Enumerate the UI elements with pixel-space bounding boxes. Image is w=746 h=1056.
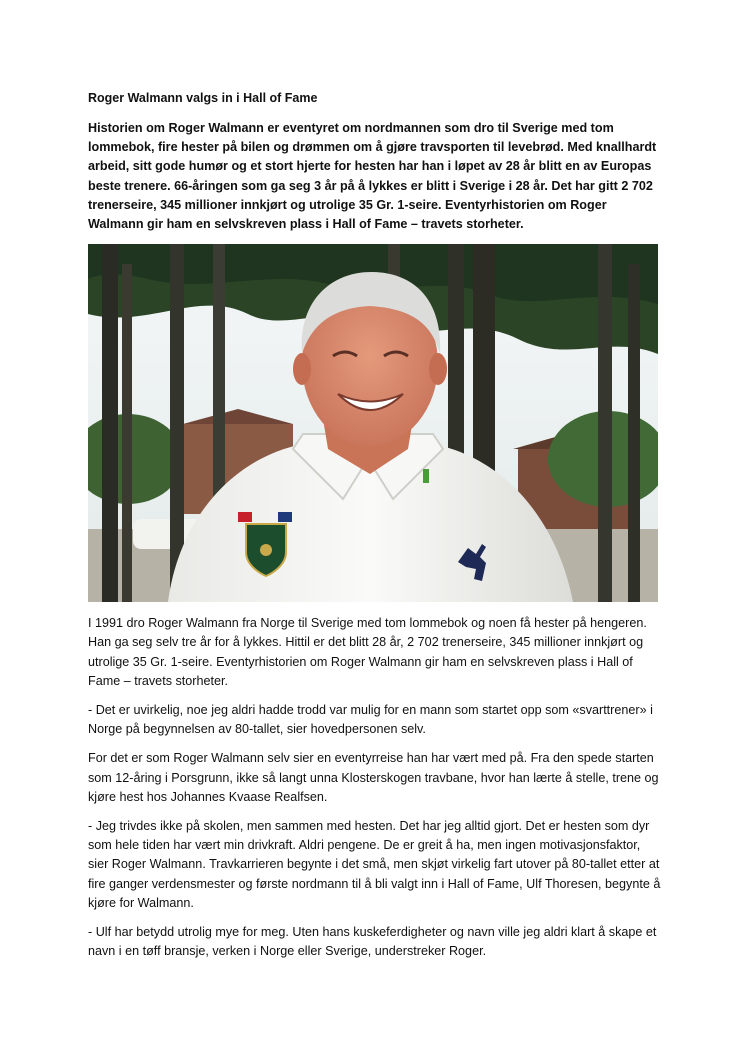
article-headline: Roger Walmann valgs in i Hall of Fame <box>88 91 318 105</box>
article-paragraph-4: - Jeg trivdes ikke på skolen, men sammen med hesten. Det har jeg alltid gjort. Det er hesten som dyr som hele tiden har vært min drivkraft. Aldri pengene. De er greit å ha, men ingen motivasjonsfaktor, sier Roger Walmann. Travkarrieren begynte i det små, men skjøt virkelig fart utover på 80-tallet etter at fire ganger verdensmester og første nordmann til å bli valgt inn i Hall of Fame, Ulf Thoresen, begynte å kjøre for Walmann. <box>88 819 661 910</box>
portrait-photo <box>88 244 658 602</box>
article-paragraph-3: For det er som Roger Walmann selv sier en eventyrreise han har vært med på. Fra den spede starten som 12-åring i Porsgrunn, ikke så langt unna Klosterskogen travbane, hvor han lærte å stelle, trene og kjøre hest hos Johannes Kvaase Realfsen. <box>88 751 659 804</box>
article <box>88 90 663 971</box>
article-paragraph-1: I 1991 dro Roger Walmann fra Norge til Sverige med tom lommebok og noen få hester på hengeren. Han ga seg selv tre år for å lykkes. Hittil er det blitt 28 år, 2 702 trenerseire, 345 millioner innkjørt og utrolige 35 Gr. 1-seire. Eventyrhistorien om Roger Walmann gir ham en selvskreven plass i Hall of Fame – travets storheter. <box>88 616 647 688</box>
article-lead: Historien om Roger Walmann er eventyret om nordmannen som dro til Sverige med tom lommebok, fire hester på bilen og drømmen om å gjøre travsporten til levebrød. Med knallhardt arbeid, sitt gode humør og et stort hjerte for hesten har han i løpet av 28 år blitt en av Europas beste trenere. 66-åringen som ga seg 3 år på å lykkes er blitt i Sverige i 28 år. Det har gitt 2 702 trenerseire, 345 millioner innkjørt og utrolige 35 Gr. 1-seire. Eventyrhistorien om Roger Walmann gir ham en selvskreven plass i Hall of Fame – travets storheter. <box>88 121 657 232</box>
article-paragraph-5: - Ulf har betydd utrolig mye for meg. Uten hans kuskeferdigheter og navn ville jeg aldri klart å skape et navn i en tøff bransje, verken i Norge eller Sverige, understreker Roger. <box>88 925 657 959</box>
article-paragraph-2: - Det er uvirkelig, noe jeg aldri hadde trodd var mulig for en mann som startet opp som «svarttrener» i Norge på begynnelsen av 80-tallet, sier hovedpersonen selv. <box>88 703 653 737</box>
